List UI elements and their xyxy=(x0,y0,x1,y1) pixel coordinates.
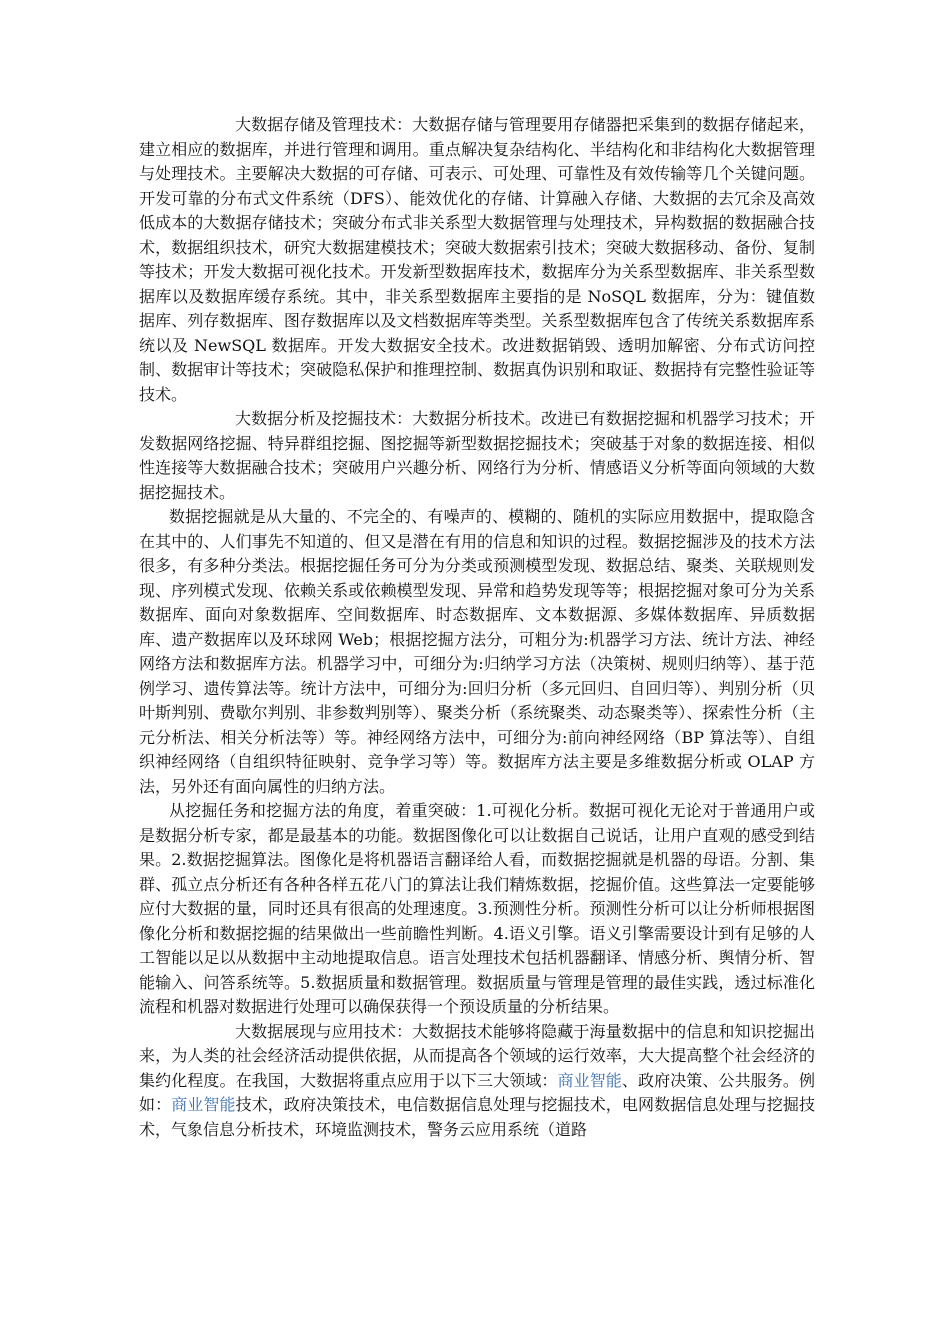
business-intelligence-link-1[interactable]: 商业智能 xyxy=(557,1070,622,1090)
paragraph-text-part3: 技术，政府决策技术，电信数据信息处理与挖掘技术，电网数据信息处理与挖掘技术，气象信息分析技术，环境监测技术，警务云应用系统（道路 xyxy=(139,1095,815,1139)
paragraph-text-part1: 大数据展现与应用技术：大数据技术能够将隐藏于海量数据中的信息和知识挖掘出来，为人类的社会经济活动提供依据，从而提高各个领域的运行效率，大大提高整个社会经济的集约化程度。在我国，大数据将重点应用于以下三大领域： xyxy=(139,1021,815,1090)
paragraph-data-mining-definition: 数据挖掘就是从大量的、不完全的、有噪声的、模糊的、随机的实际应用数据中，提取隐含在其中的、人们事先不知道的、但又是潜在有用的信息和知识的过程。数据挖掘涉及的技术方法很多，有多种分类法。根据挖掘任务可分为分类或预测模型发现、数据总结、聚类、关联规则发现、序列模式发现、依赖关系或依赖模型发现、异常和趋势发现等等；根据挖掘对象可分为关系数据库、面向对象数据库、空间数据库、时态数据库、文本数据源、多媒体数据库、异质数据库、遗产数据库以及环球网 Web；根据挖掘方法分，可粗分为:机器学习方法、统计方法、神经网络方法和数据库方法。机器学习中，可细分为:归纳学习方法（决策树、规则归纳等）、基于范例学习、遗传算法等。统计方法中，可细分为:回归分析（多元回归、自回归等）、判别分析（贝叶斯判别、费歇尔判别、非参数判别等）、聚类分析（系统聚类、动态聚类等）、探索性分析（主元分析法、相关分析法等）等。神经网络方法中，可细分为:前向神经网络（BP 算法等）、自组织神经网络（自组织特征映射、竞争学习等）等。数据库方法主要是多维数据分析或 OLAP 方法，另外还有面向属性的归纳方法。 xyxy=(139,507,815,796)
paragraph-mining-breakthroughs: 从挖掘任务和挖掘方法的角度，着重突破：1.可视化分析。数据可视化无论对于普通用户或是数据分析专家，都是最基本的功能。数据图像化可以让数据自己说话，让用户直观的感受到结果。2.数据挖掘算法。图像化是将机器语言翻译给人看，而数据挖掘就是机器的母语。分割、集群、孤立点分析还有各种各样五花八门的算法让我们精炼数据，挖掘价值。这些算法一定要能够应付大数据的量，同时还具有很高的处理速度。3.预测性分析。预测性分析可以让分析师根据图像化分析和数据挖掘的结果做出一些前瞻性判断。4.语义引擎。语义引擎需要设计到有足够的人工智能以足以从数据中主动地提取信息。语言处理技术包括机器翻译、情感分析、舆情分析、智能输入、问答系统等。5.数据质量和数据管理。数据质量与管理是管理的最佳实践，透过标准化流程和机器对数据进行处理可以确保获得一个预设质量的分析结果。 xyxy=(139,801,815,1016)
document-body xyxy=(139,113,815,1142)
paragraph-analysis-mining: 大数据分析及挖掘技术：大数据分析技术。改进已有数据挖掘和机器学习技术；开发数据网络挖掘、特异群组挖掘、图挖掘等新型数据挖掘技术；突破基于对象的数据连接、相似性连接等大数据融合技术；突破用户兴趣分析、网络行为分析、情感语义分析等面向领域的大数据挖掘技术。 xyxy=(139,409,815,502)
paragraph-text-part2: 、政府决策、公共服务。例如： xyxy=(139,1070,815,1114)
business-intelligence-link-2[interactable]: 商业智能 xyxy=(171,1095,236,1114)
paragraph-storage-management: 大数据存储及管理技术：大数据存储与管理要用存储器把采集到的数据存储起来，建立相应的数据库，并进行管理和调用。重点解决复杂结构化、半结构化和非结构化大数据管理与处理技术。主要解决大数据的可存储、可表示、可处理、可靠性及有效传输等几个关键问题。开发可靠的分布式文件系统（DFS）、能效优化的存储、计算融入存储、大数据的去冗余及高效低成本的大数据存储技术；突破分布式非关系型大数据管理与处理技术，异构数据的数据融合技术，数据组织技术，研究大数据建模技术；突破大数据索引技术；突破大数据移动、备份、复制等技术；开发大数据可视化技术。开发新型数据库技术，数据库分为关系型数据库、非关系型数据库以及数据库缓存系统。其中，非关系型数据库主要指的是 NoSQL 数据库，分为：键值数据库、列存数据库、图存数据库以及文档数据库等类型。关系型数据库包含了传统关系数据库系统以及 NewSQL 数据库。开发大数据安全技术。改进数据销毁、透明加解密、分布式访问控制、数据审计等技术；突破隐私保护和推理控制、数据真伪识别和取证、数据持有完整性验证等技术。 xyxy=(139,115,815,404)
paragraph-presentation-application xyxy=(139,1020,815,1143)
